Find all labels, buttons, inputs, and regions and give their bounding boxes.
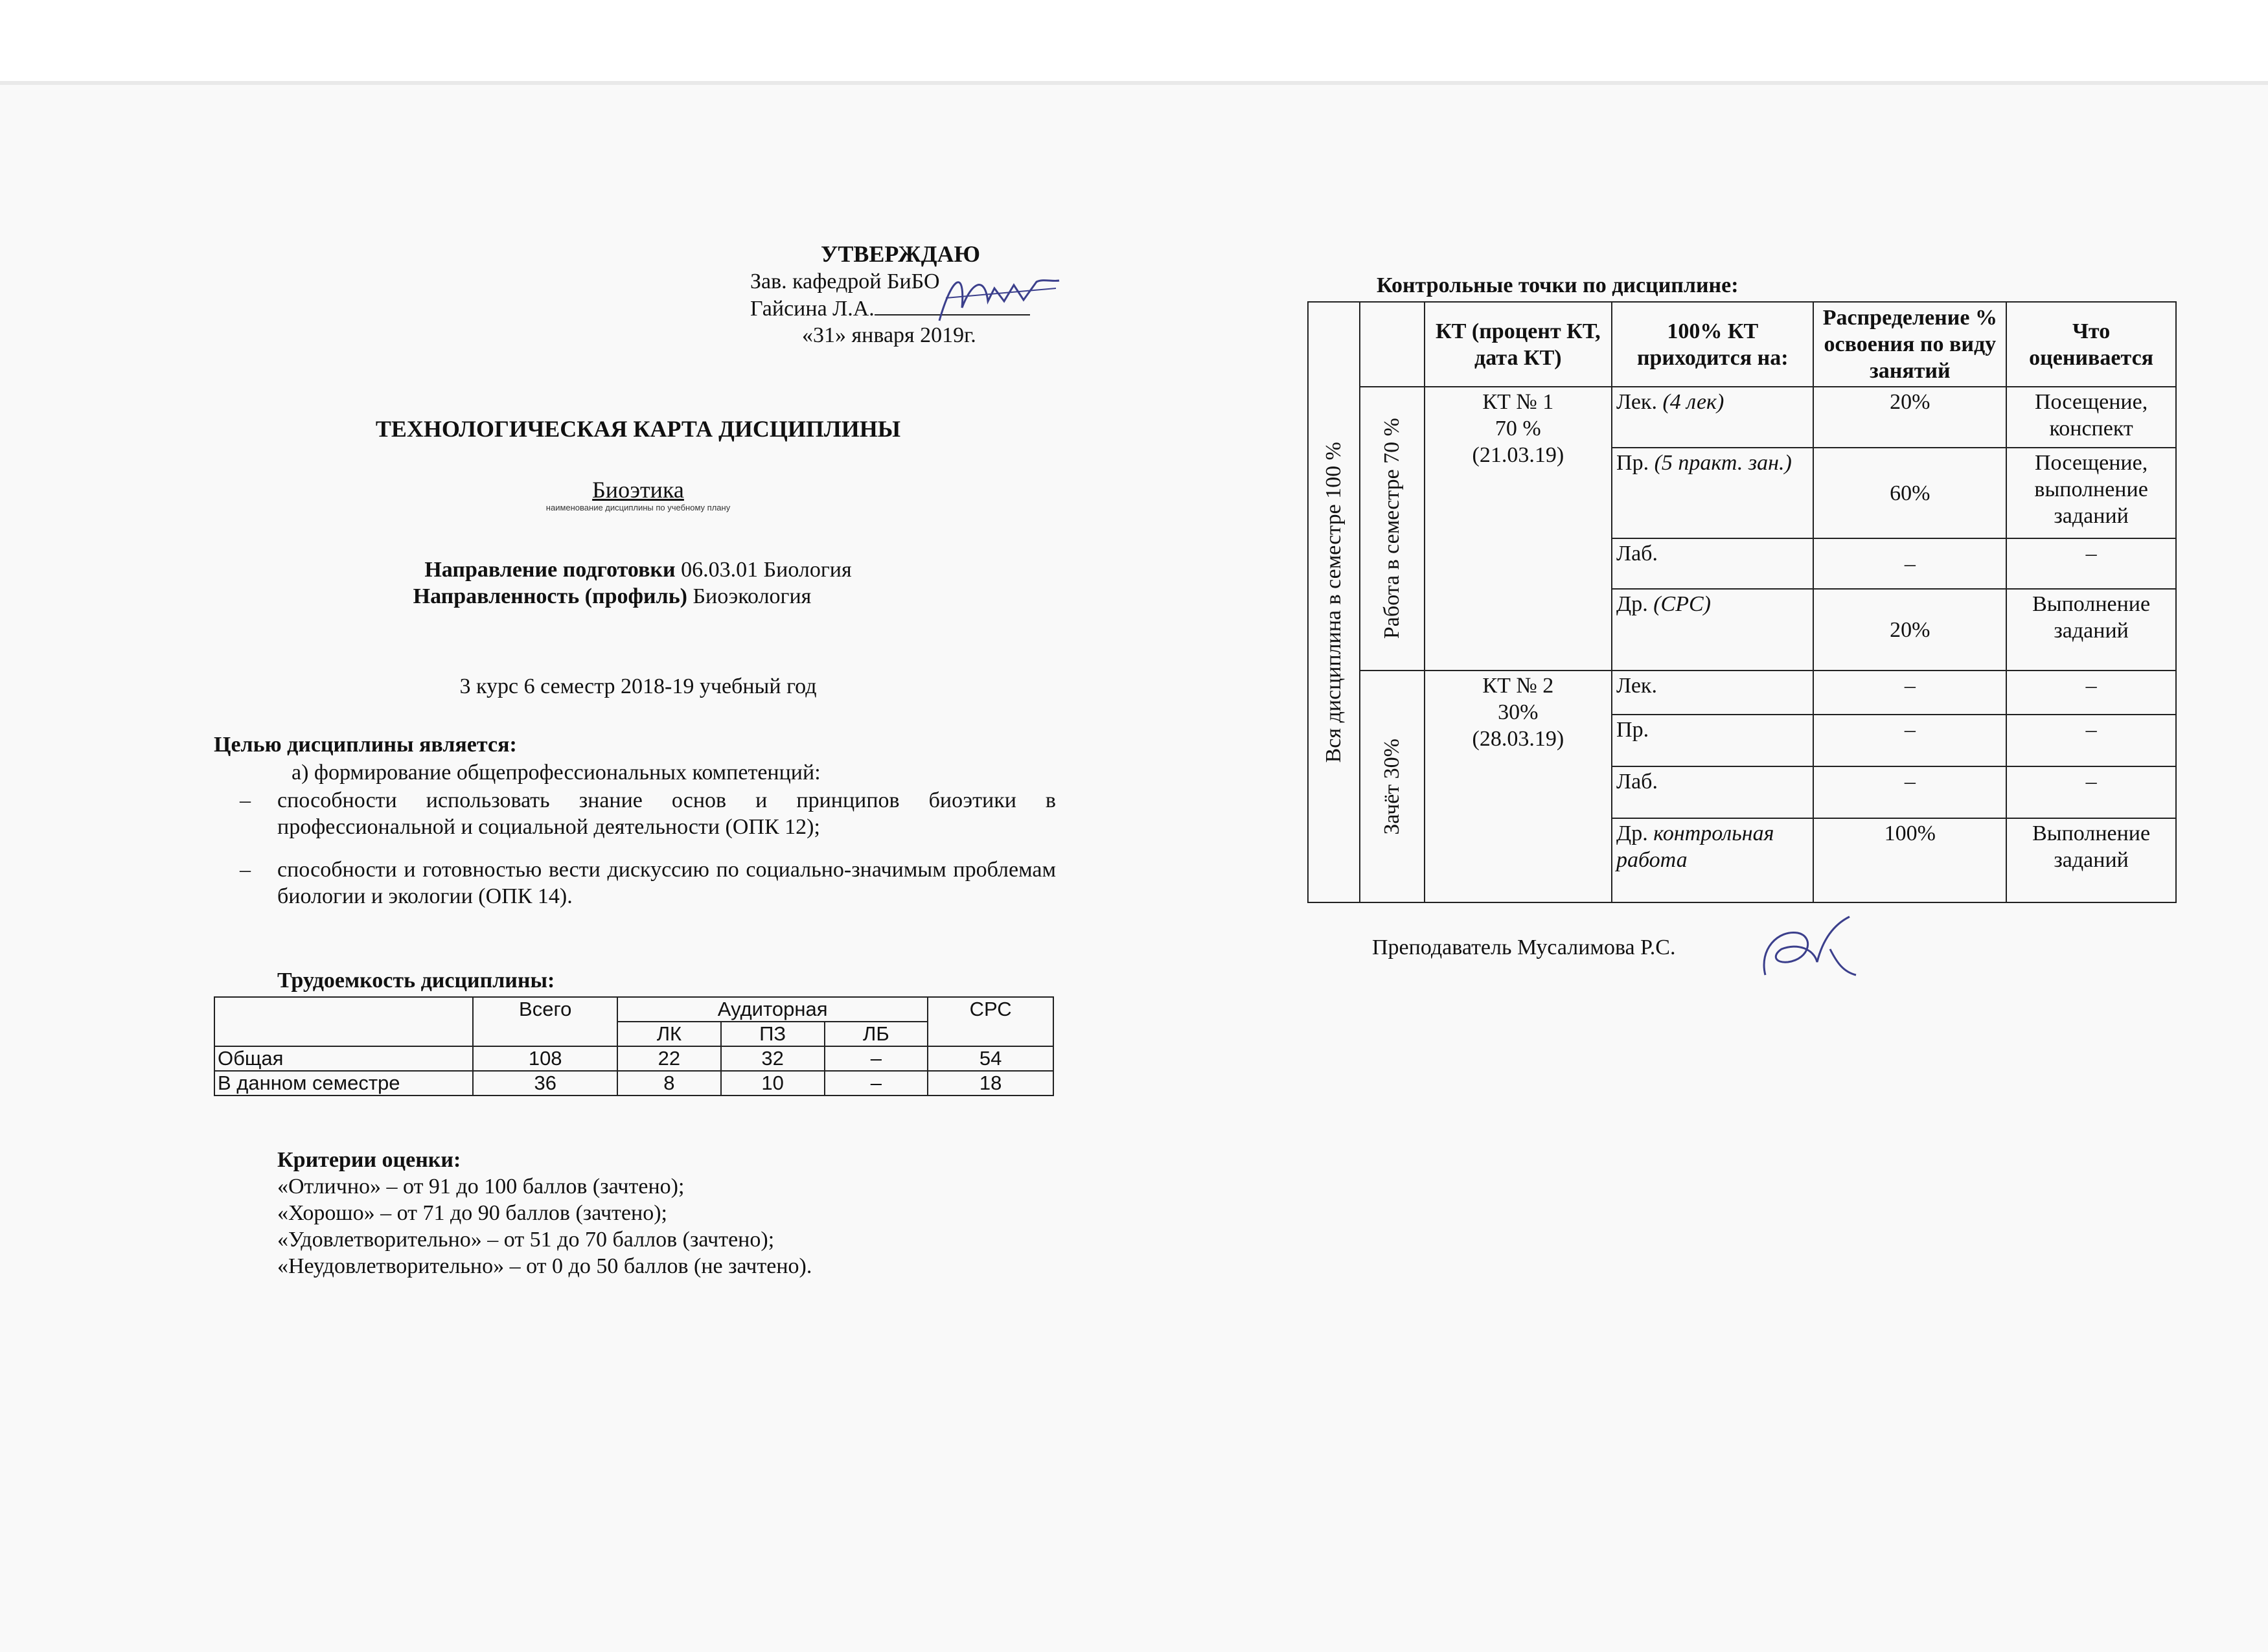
cell-pz: 32: [721, 1046, 825, 1071]
goals-subheading: а) формирование общепрофессиональных компетенций:: [292, 761, 821, 785]
kt1-note: (5 практ. зан.): [1654, 451, 1792, 475]
course-line: 3 курс 6 семестр 2018-19 учебный год: [459, 674, 817, 698]
kt1-name: КТ № 1: [1482, 390, 1554, 414]
cell-lb: –: [825, 1071, 928, 1096]
kt2-type: Лаб.: [1616, 770, 1658, 794]
kt2-type-cell: [1612, 671, 1813, 715]
kt1-what: Посещение, выполнение заданий: [2006, 448, 2176, 538]
kt1-what: Посещение, конспект: [2006, 387, 2176, 448]
head-signature: [933, 262, 1062, 334]
goal-dash: –: [240, 858, 251, 882]
approval-name: Гайсина Л.А.: [750, 297, 875, 321]
criteria-item: «Хорошо» – от 71 до 90 баллов (зачтено);: [277, 1201, 667, 1225]
control-points-table: [1307, 301, 2177, 903]
approval-position: Зав. кафедрой БиБО: [750, 270, 940, 293]
teacher-signature: [1752, 910, 1882, 988]
kt1-note: (СРС): [1653, 592, 1711, 616]
direction-value: 06.03.01 Биология: [681, 558, 852, 582]
goal-item: [240, 787, 1056, 840]
kt1-type-cell: [1612, 589, 1813, 671]
kt1-type-cell: [1612, 387, 1813, 448]
discipline-name-text: Биоэтика: [592, 477, 684, 503]
kt2-type: Пр.: [1616, 718, 1649, 742]
direction-block: [259, 556, 1017, 610]
goal-item: [240, 856, 1056, 910]
teacher-line: Преподаватель Мусалимова Р.С.: [1372, 935, 1676, 959]
kt2-what: –: [2006, 715, 2176, 766]
vertical-all: [1308, 302, 1360, 902]
direction-row: [259, 556, 1017, 583]
kt1-type: Лек.: [1616, 390, 1657, 414]
vertical-kt2-text: Зачёт 30%: [1380, 738, 1404, 835]
header-per100: 100% КТ приходится на:: [1612, 302, 1813, 387]
kt1-type: Лаб.: [1616, 542, 1658, 566]
criteria-item: «Неудовлетворительно» – от 0 до 50 баллов (не зачтено).: [277, 1254, 812, 1278]
vertical-kt2: [1360, 671, 1425, 902]
kt2-date: (28.03.19): [1472, 727, 1564, 751]
direction-label: Направление подготовки: [424, 558, 676, 582]
goal-text: способности и готовностью вести дискуссию по социально-значимым проблемам биологии и экологии (ОПК 14).: [277, 858, 1056, 908]
vertical-all-text: Вся дисциплина в семестре 100 %: [1322, 441, 1346, 763]
kt2-type-cell: [1612, 715, 1813, 766]
header-lb: ЛБ: [825, 1022, 928, 1046]
kt2-dist: –: [1813, 766, 2006, 818]
kt1-dist: 20%: [1813, 589, 2006, 671]
labor-heading: Трудоемкость дисциплины:: [277, 969, 555, 992]
criteria-item: «Удовлетворительно» – от 51 до 70 баллов (зачтено);: [277, 1228, 775, 1252]
scan-top-margin: [0, 0, 2268, 81]
profile-label: Направленность (профиль): [413, 584, 687, 608]
kt2-name: КТ № 2: [1482, 674, 1554, 698]
header-total: Всего: [473, 997, 617, 1046]
profile-value: Биоэкология: [693, 584, 812, 608]
kt2-type: Др.: [1616, 821, 1648, 845]
header-srs: СРС: [928, 997, 1053, 1046]
kt1-percent: 70 %: [1495, 417, 1541, 441]
cell-lk: 22: [617, 1046, 721, 1071]
vertical-kt1-text: Работа в семестре 70 %: [1380, 418, 1404, 639]
kt2-dist: –: [1813, 671, 2006, 715]
kt2-dist: 100%: [1813, 818, 2006, 902]
header-pz: ПЗ: [721, 1022, 825, 1046]
kt2-what: –: [2006, 766, 2176, 818]
discipline-name: [259, 476, 1017, 504]
table-row: [214, 1046, 1053, 1071]
kt2-type-cell: [1612, 818, 1813, 902]
vertical-kt1: [1360, 387, 1425, 671]
kt1-what: Выполнение заданий: [2006, 589, 2176, 671]
cell-lk: 8: [617, 1071, 721, 1096]
kt2-cell: [1425, 671, 1612, 902]
kt1-what: –: [2006, 538, 2176, 589]
table-row: [1308, 387, 2176, 448]
kt2-percent: 30%: [1498, 700, 1539, 724]
profile-row: [207, 583, 1017, 610]
kt2-type-cell: [1612, 766, 1813, 818]
kt2-note: контрольная работа: [1616, 821, 1774, 872]
goals-heading: Целью дисциплины является:: [214, 733, 517, 757]
approval-date: «31» января 2019г.: [802, 323, 976, 347]
header-lk: ЛК: [617, 1022, 721, 1046]
header-distribution: Распределение % освоения по виду занятий: [1813, 302, 2006, 387]
goal-text: способности использовать знание основ и принципов биоэтики в профессиональной и социальной деятельности (ОПК 12);: [277, 788, 1056, 839]
kt1-cell: [1425, 387, 1612, 671]
row-name: В данном семестре: [214, 1071, 473, 1096]
cell-srs: 18: [928, 1071, 1053, 1096]
criteria-item: «Отлично» – от 91 до 100 баллов (зачтено);: [277, 1175, 685, 1199]
card-title: ТЕХНОЛОГИЧЕСКАЯ КАРТА ДИСЦИПЛИНЫ: [375, 416, 901, 442]
kt1-type: Др.: [1616, 592, 1648, 616]
table-corner: [214, 997, 473, 1046]
criteria-block: [277, 1147, 1055, 1279]
control-points-heading: Контрольные точки по дисциплине:: [1377, 273, 1739, 297]
kt2-what: Выполнение заданий: [2006, 818, 2176, 902]
header-auditory: Аудиторная: [617, 997, 928, 1022]
table-header-row: [1308, 302, 2176, 387]
header-what: Что оценивается: [2006, 302, 2176, 387]
cell-pz: 10: [721, 1071, 825, 1096]
table-row: [1308, 671, 2176, 715]
cell-srs: 54: [928, 1046, 1053, 1071]
kt2-what: –: [2006, 671, 2176, 715]
kt1-dist: 60%: [1813, 448, 2006, 538]
kt1-dist: –: [1813, 538, 2006, 589]
approval-title: УТВЕРЖДАЮ: [820, 241, 981, 267]
cell-total: 108: [473, 1046, 617, 1071]
table-header-row: [214, 997, 1053, 1022]
kt1-date: (21.03.19): [1472, 443, 1564, 467]
kt1-type: Пр.: [1616, 451, 1649, 475]
criteria-heading: Критерии оценки:: [277, 1148, 461, 1172]
cell-lb: –: [825, 1046, 928, 1071]
discipline-hint: наименование дисциплины по учебному плану: [545, 503, 731, 512]
table-corner: [1360, 302, 1425, 387]
labor-table: [214, 996, 1054, 1096]
kt2-type: Лек.: [1616, 674, 1657, 698]
kt1-dist: 20%: [1813, 387, 2006, 448]
row-name: Общая: [214, 1046, 473, 1071]
header-kt: КТ (процент КТ, дата КТ): [1425, 302, 1612, 387]
kt1-type-cell: [1612, 538, 1813, 589]
table-row: [214, 1071, 1053, 1096]
cell-total: 36: [473, 1071, 617, 1096]
kt2-dist: –: [1813, 715, 2006, 766]
kt1-note: (4 лек): [1662, 390, 1724, 414]
goal-dash: –: [240, 788, 251, 812]
kt1-type-cell: [1612, 448, 1813, 538]
